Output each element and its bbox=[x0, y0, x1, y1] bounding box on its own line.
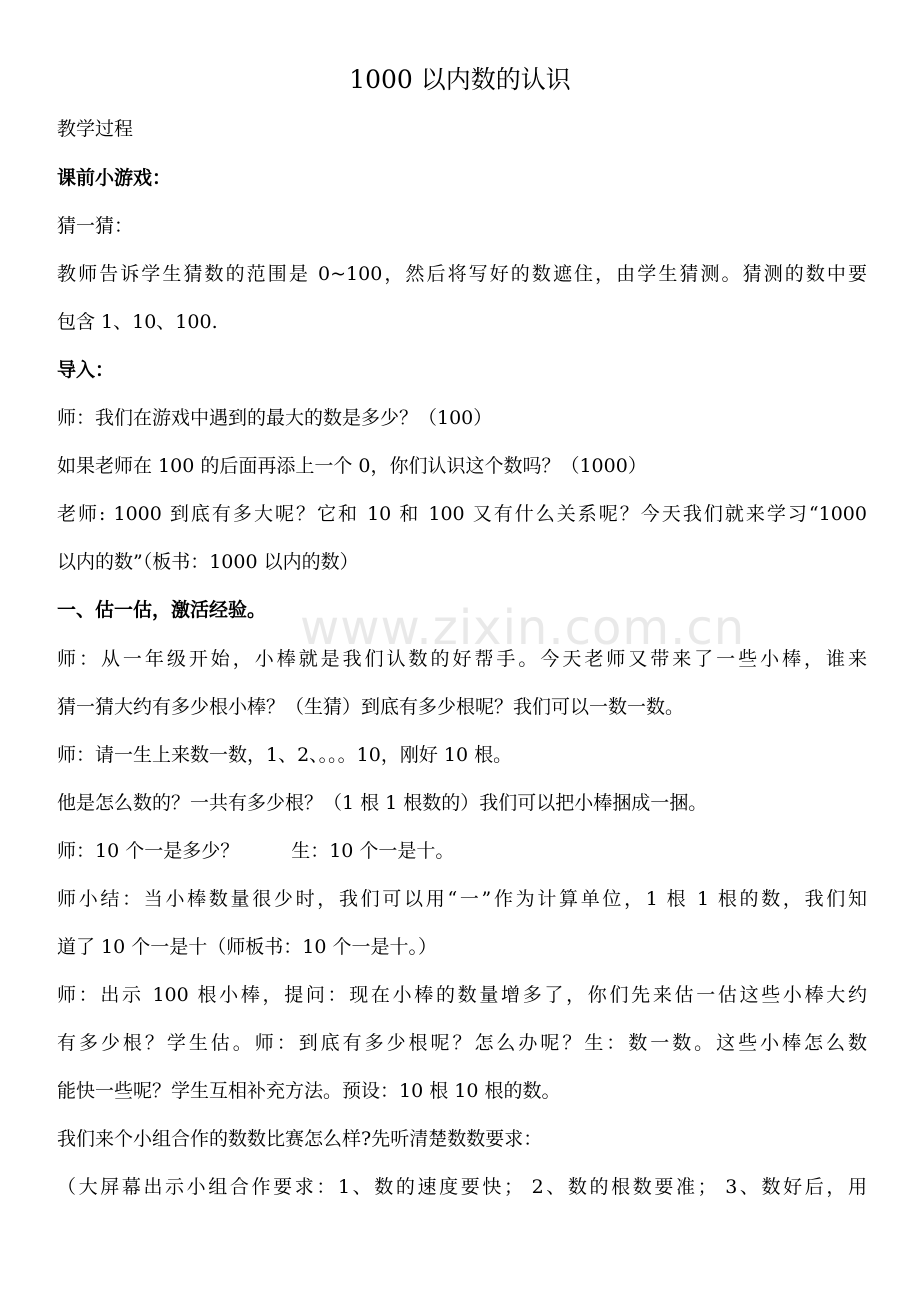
paragraph-line: 道了 10 个一是十（师板书：10 个一是十。） bbox=[57, 936, 437, 958]
paragraph-line: （大屏幕出示小组合作要求：1、数的速度要快； 2、数的根数要准； 3、数好后，用 bbox=[57, 1176, 867, 1198]
paragraph-line: 教师告诉学生猜数的范围是 0~100，然后将写好的数遮住，由学生猜测。猜测的数中要 bbox=[57, 263, 867, 285]
heading-pre-class-game: 课前小游戏： bbox=[57, 167, 172, 189]
paragraph-line: 能快一些呢？学生互相补充方法。预设：10 根 10 根的数。 bbox=[57, 1080, 561, 1102]
dialogue-line bbox=[57, 838, 867, 864]
paragraph-line: 师：从一年级开始，小棒就是我们认数的好帮手。今天老师又带来了一些小棒，谁来 bbox=[57, 648, 867, 670]
paragraph-line: 以内的数”（板书：1000 以内的数） bbox=[57, 551, 359, 573]
heading-introduction: 导入： bbox=[57, 359, 115, 381]
paragraph-line: 猜一猜大约有多少根小棒？（生猜）到底有多少根呢？我们可以一数一数。 bbox=[57, 696, 685, 718]
paragraph-line: 师小结：当小棒数量很少时，我们可以用“一”作为计算单位，1 根 1 根的数，我们知 bbox=[57, 888, 867, 910]
paragraph-line: 如果老师在 100 的后面再添上一个 0，你们认识这个数吗？（1000） bbox=[57, 455, 647, 477]
section-label: 教学过程 bbox=[57, 118, 134, 140]
paragraph-line: 他是怎么数的？一共有多少根？（1 根 1 根数的）我们可以把小棒捆成一捆。 bbox=[57, 792, 708, 814]
paragraph-line: 包含 1、10、100. bbox=[57, 311, 218, 333]
document-title: 1000 以内数的认识 bbox=[349, 65, 571, 94]
teacher-question: 师：10 个一是多少？ bbox=[57, 840, 240, 862]
paragraph-line: 师：我们在游戏中遇到的最大的数是多少？（100） bbox=[57, 407, 493, 429]
watermark: www.zixin.com.cn bbox=[300, 600, 746, 656]
paragraph-line: 师：请一生上来数一数，1、2、。。。10，刚好 10 根。 bbox=[57, 744, 513, 766]
student-answer: 生：10 个一是十。 bbox=[291, 840, 455, 862]
heading-section-one: 一、估一估，激活经验。 bbox=[57, 599, 267, 621]
paragraph-line: 我们来个小组合作的数数比赛怎么样?先听清楚数数要求： bbox=[57, 1128, 543, 1150]
paragraph-line: 师：出示 100 根小棒，提问：现在小棒的数量增多了，你们先来估一估这些小棒大约 bbox=[57, 984, 867, 1006]
paragraph-line: 有多少根？学生估。师：到底有多少根呢？怎么办呢？生：数一数。这些小棒怎么数 bbox=[57, 1032, 867, 1054]
paragraph-line: 猜一猜： bbox=[57, 215, 134, 237]
paragraph-line: 老师: 1000 到底有多大呢？它和 10 和 100 又有什么关系呢？今天我们就来学习“1000 bbox=[57, 503, 867, 525]
